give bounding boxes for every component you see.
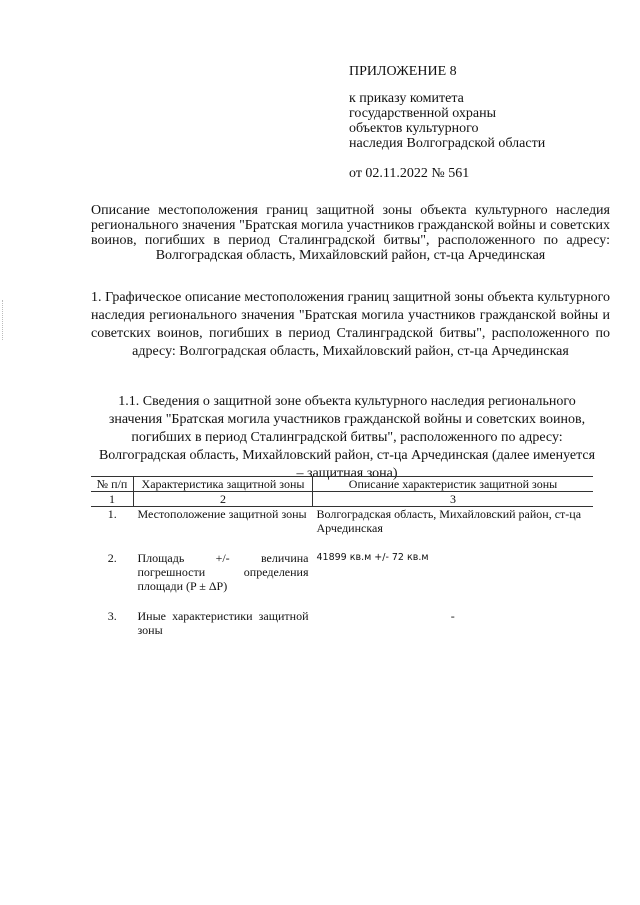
table-header-row: [91, 477, 593, 492]
column-number: 2: [134, 492, 313, 507]
annex-block: [349, 64, 545, 182]
row-characteristic: Площадь +/- величина погрешности определения площади (P ± ΔP): [137, 551, 309, 593]
row-description: Волгоградская область, Михайловский район, ст-ца Арчединская: [316, 507, 582, 535]
annex-line-3: объектов культурного: [349, 121, 479, 136]
document-heading: Описание местоположения границ защитной зоны объекта культурного наследия регионального значения "Братская могила участников гражданской войны и советских воинов, погибших в период Сталинградской битвы", расположенного по адресу: Волгоградская область, Михайловский район, ст-ца Арчединская: [91, 203, 610, 263]
row-description: -: [450, 609, 455, 623]
annex-line-1: к приказу комитета: [349, 91, 464, 106]
row-characteristic: Местоположение защитной зоны: [137, 507, 307, 521]
row-number: 2.: [107, 551, 117, 565]
annex-line-2: государственной охраны: [349, 106, 497, 121]
section-1-text: 1. Графическое описание местоположения границ защитной зоны объекта культурного наследия регионального значения "Братская могила участников гражданской войны и советских воинов, погибших в период Сталинградской битвы", расположенного по адресу: Волгоградская область, Михайловский район, ст-ца Арчединская: [91, 290, 610, 359]
column-number: 1: [91, 492, 134, 507]
header-description: Описание характеристик защитной зоны: [313, 477, 594, 492]
margin-mark: [2, 300, 6, 340]
annex-subtitle: [349, 91, 545, 151]
annex-line-4: наследия Волгоградской области: [349, 136, 546, 151]
annex-date: от 02.11.2022 № 561: [349, 166, 470, 181]
header-number: № п/п: [91, 477, 134, 492]
column-number-row: [91, 492, 593, 507]
row-number: 1.: [107, 507, 117, 521]
row-characteristic: Иные характеристики защитной зоны: [137, 609, 309, 637]
column-number: 3: [313, 492, 594, 507]
row-description: 41899 кв.м +/- 72 кв.м: [316, 552, 429, 563]
table-row: [91, 551, 593, 609]
header-characteristic: Характеристика защитной зоны: [134, 477, 313, 492]
table-row: [91, 609, 593, 637]
section-1-1-text: 1.1. Сведения о защитной зоне объекта культурного наследия регионального значения "Братская могила участников гражданской войны и советских воинов, погибших в период Сталинградской битвы", расположенного по адресу: Волгоградская область, Михайловский район, ст-ца Арчединская (далее именуется – защитная зона): [98, 394, 596, 481]
zone-table: [91, 476, 593, 637]
table-row: [91, 507, 593, 552]
annex-title: ПРИЛОЖЕНИЕ 8: [349, 64, 457, 79]
row-number: 3.: [107, 609, 117, 623]
